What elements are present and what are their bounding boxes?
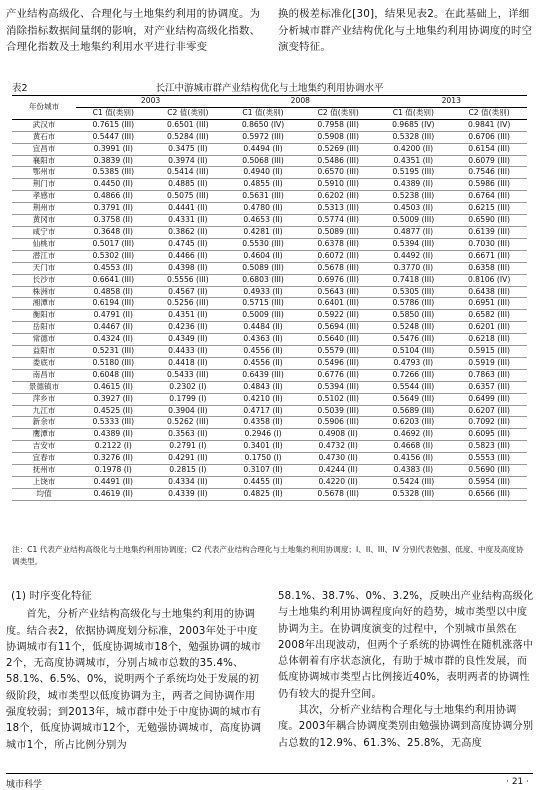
value-cell: 0.2791 (I) (151, 441, 226, 453)
value-cell: 0.7863 (III) (451, 369, 527, 381)
value-cell: 0.6218 (III) (451, 334, 527, 346)
city-cell: 衡阳市 (12, 310, 76, 322)
city-cell: 株洲市 (12, 286, 76, 298)
value-cell: 0.5553 (III) (451, 453, 527, 465)
city-cell: 鄂州市 (12, 167, 76, 179)
header-c1: C1 值(类别) (76, 107, 151, 119)
value-cell: 0.5017 (III) (76, 238, 151, 250)
header-city: 年份城市 (12, 96, 76, 120)
table-row (12, 215, 527, 227)
value-cell: 0.4780 (II) (225, 203, 301, 215)
value-cell: 0.7546 (III) (451, 167, 527, 179)
value-cell: 0.2946 (I) (225, 429, 301, 441)
value-cell: 0.4334 (II) (151, 477, 226, 489)
value-cell: 0.4433 (II) (151, 346, 226, 358)
value-cell: 0.4933 (II) (225, 286, 301, 298)
value-cell: 0.4745 (II) (151, 238, 226, 250)
value-cell: 0.4281 (II) (225, 226, 301, 238)
value-cell: 0.5039 (III) (301, 405, 376, 417)
city-cell: 吉安市 (12, 441, 76, 453)
value-cell: 0.4291 (II) (151, 453, 226, 465)
value-cell: 0.3991 (II) (76, 143, 151, 155)
city-cell: 南昌市 (12, 369, 76, 381)
value-cell: 0.6776 (III) (301, 369, 376, 381)
city-cell: 九江市 (12, 405, 76, 417)
value-cell: 0.5486 (III) (301, 155, 376, 167)
value-cell: 0.4331 (II) (151, 215, 226, 227)
value-cell: 0.6499 (III) (451, 393, 527, 405)
value-cell: 0.5104 (III) (375, 346, 451, 358)
value-cell: 0.2122 (I) (76, 441, 151, 453)
value-cell: 0.4441 (II) (151, 203, 226, 215)
value-cell: 0.4351 (II) (151, 310, 226, 322)
city-cell: 荆州市 (12, 203, 76, 215)
bottom-right-column (278, 589, 536, 752)
value-cell: 0.4619 (II) (76, 488, 151, 500)
value-cell: 0.5262 (III) (151, 417, 226, 429)
value-cell: 0.6079 (III) (451, 155, 527, 167)
value-cell: 0.3862 (II) (151, 226, 226, 238)
header-year-2008: 2008 (225, 96, 375, 108)
table-row (12, 453, 527, 465)
city-cell: 咸宁市 (12, 226, 76, 238)
value-cell: 0.6048 (III) (76, 369, 151, 381)
city-cell: 均值 (12, 488, 76, 500)
value-cell: 0.6207 (III) (451, 405, 527, 417)
bottom-right-paragraph-2: 其次，分析产业结构合理化与土地集约利用协调度。2003年耦合协调度类别由勉强协调到高度协调分别占总数的12.9%、61.3%、25.8%，无高度 (278, 705, 534, 749)
value-cell: 0.5640 (III) (301, 334, 376, 346)
value-cell: 0.5333 (III) (76, 417, 151, 429)
value-cell: 0.5256 (III) (151, 298, 226, 310)
value-cell: 0.7092 (III) (451, 417, 527, 429)
city-cell: 宜昌市 (12, 143, 76, 155)
value-cell: 0.4855 (II) (225, 179, 301, 191)
value-cell: 0.6378 (III) (301, 238, 376, 250)
table-row (12, 274, 527, 286)
value-cell: 0.6671 (III) (451, 250, 527, 262)
value-cell: 0.7958 (III) (301, 119, 376, 131)
header-year-2013: 2013 (375, 96, 527, 108)
value-cell: 0.3770 (II) (375, 262, 451, 274)
value-cell: 0.5433 (III) (151, 369, 226, 381)
value-cell: 0.6203 (III) (375, 417, 451, 429)
header-c1: C1 值(类别) (225, 107, 301, 119)
value-cell: 0.6072 (III) (301, 250, 376, 262)
table-row (12, 226, 527, 238)
value-cell: 0.4484 (II) (225, 322, 301, 334)
value-cell: 0.6501 (III) (151, 119, 226, 131)
value-cell: 0.5910 (III) (301, 179, 376, 191)
value-cell: 0.3563 (II) (151, 429, 226, 441)
value-cell: 0.4604 (II) (225, 250, 301, 262)
value-cell: 0.9841 (IV) (451, 119, 527, 131)
value-cell: 0.5689 (III) (375, 405, 451, 417)
value-cell: 0.5313 (III) (301, 203, 376, 215)
top-text-block (6, 6, 533, 56)
bottom-text-block (6, 589, 533, 769)
value-cell: 0.5850 (III) (375, 310, 451, 322)
value-cell: 0.3904 (II) (151, 405, 226, 417)
table-row (12, 405, 527, 417)
value-cell: 0.5424 (III) (375, 477, 451, 489)
value-cell: 0.5269 (III) (301, 143, 376, 155)
table-row (12, 429, 527, 441)
value-cell: 0.5496 (III) (301, 357, 376, 369)
value-cell: 0.5447 (III) (76, 131, 151, 143)
value-cell: 0.2815 (I) (151, 465, 226, 477)
table-row (12, 143, 527, 155)
table-row (12, 167, 527, 179)
city-cell: 宜春市 (12, 453, 76, 465)
page-number: · 21 · (506, 777, 529, 787)
value-cell: 0.4503 (II) (375, 203, 451, 215)
value-cell: 0.6215 (III) (451, 203, 527, 215)
table-row (12, 310, 527, 322)
value-cell: 0.6401 (III) (301, 298, 376, 310)
value-cell: 0.5180 (III) (76, 357, 151, 369)
value-cell: 0.5649 (III) (375, 393, 451, 405)
header-c2: C2 值(类别) (301, 107, 376, 119)
table-row (12, 477, 527, 489)
table-row (12, 322, 527, 334)
value-cell: 0.5919 (III) (451, 357, 527, 369)
value-cell: 0.5068 (III) (225, 155, 301, 167)
header-c2: C2 值(类别) (151, 107, 226, 119)
city-cell: 益阳市 (12, 346, 76, 358)
value-cell: 0.5476 (III) (375, 334, 451, 346)
table-row (12, 238, 527, 250)
table-row (12, 262, 527, 274)
value-cell: 0.6570 (III) (301, 167, 376, 179)
top-right-paragraph: 换的极差标准化[30]，结果见表2。在此基础上，详细分析城市群产业结构优化与土地集约利用协调度的时空演变特征。 (278, 8, 533, 53)
value-cell: 0.1978 (I) (76, 465, 151, 477)
value-cell: 0.7266 (III) (375, 369, 451, 381)
value-cell: 0.5328 (III) (375, 131, 451, 143)
value-cell: 0.6764 (III) (451, 191, 527, 203)
table-row (12, 179, 527, 191)
value-cell: 0.4525 (II) (76, 405, 151, 417)
table-row (12, 191, 527, 203)
value-cell: 0.4491 (II) (76, 477, 151, 489)
value-cell: 0.5908 (III) (301, 131, 376, 143)
value-cell: 0.4363 (II) (225, 334, 301, 346)
table-row (12, 286, 527, 298)
value-cell: 0.5823 (III) (451, 441, 527, 453)
value-cell: 0.4200 (II) (375, 143, 451, 155)
value-cell: 0.4244 (II) (301, 465, 376, 477)
table-row (12, 417, 527, 429)
value-cell: 0.6590 (III) (451, 215, 527, 227)
value-cell: 0.4866 (II) (76, 191, 151, 203)
value-cell: 0.6095 (III) (451, 429, 527, 441)
value-cell: 0.5678 (III) (301, 262, 376, 274)
value-cell: 0.4492 (II) (375, 250, 451, 262)
value-cell: 0.2302 (I) (151, 381, 226, 393)
table-label: 表2 (12, 83, 28, 94)
table-body (12, 119, 527, 500)
value-cell: 0.4358 (II) (225, 417, 301, 429)
table-row (12, 381, 527, 393)
city-cell: 湘潭市 (12, 298, 76, 310)
value-cell: 0.4553 (II) (76, 262, 151, 274)
value-cell: 0.7615 (III) (76, 119, 151, 131)
top-left-paragraph: 产业结构高级化、合理化与土地集约利用的协调度。为消除指标数据间量纲的影响，对产业结构高级化指数、合理化指数及土地集约利用水平进行非零变 (6, 8, 261, 53)
value-cell: 0.4324 (II) (76, 334, 151, 346)
value-cell: 0.8650 (IV) (225, 119, 301, 131)
table-row (12, 298, 527, 310)
value-cell: 0.5394 (III) (375, 238, 451, 250)
table-row (12, 357, 527, 369)
value-cell: 0.4791 (II) (76, 310, 151, 322)
table-row (12, 369, 527, 381)
value-cell: 0.5922 (III) (301, 310, 376, 322)
value-cell: 0.6706 (III) (451, 131, 527, 143)
value-cell: 0.6803 (III) (225, 274, 301, 286)
value-cell: 0.3839 (II) (76, 155, 151, 167)
city-cell: 荆门市 (12, 179, 76, 191)
header-c1: C1 值(类别) (375, 107, 451, 119)
value-cell: 0.4858 (II) (76, 286, 151, 298)
value-cell: 0.4210 (II) (225, 393, 301, 405)
value-cell: 0.5089 (III) (225, 262, 301, 274)
value-cell: 0.4236 (II) (151, 322, 226, 334)
value-cell: 0.3648 (II) (76, 226, 151, 238)
value-cell: 0.6139 (III) (451, 226, 527, 238)
city-cell: 孝感市 (12, 191, 76, 203)
value-cell: 0.5694 (III) (301, 322, 376, 334)
header-c2: C2 值(类别) (451, 107, 527, 119)
value-cell: 0.4494 (II) (225, 143, 301, 155)
value-cell: 0.4351 (II) (375, 155, 451, 167)
value-cell: 0.4349 (II) (151, 334, 226, 346)
table-row (12, 488, 527, 500)
value-cell: 0.3791 (II) (76, 203, 151, 215)
city-cell: 天门市 (12, 262, 76, 274)
value-cell: 0.5715 (III) (225, 298, 301, 310)
value-cell: 0.6976 (III) (301, 274, 376, 286)
value-cell: 0.5544 (III) (375, 381, 451, 393)
value-cell: 0.5530 (III) (225, 238, 301, 250)
value-cell: 0.5302 (III) (76, 250, 151, 262)
value-cell: 0.3475 (II) (151, 143, 226, 155)
value-cell: 0.6951 (III) (451, 298, 527, 310)
value-cell: 0.6438 (III) (451, 286, 527, 298)
journal-name: 城市科学 (6, 780, 43, 790)
value-cell: 0.6358 (III) (451, 262, 527, 274)
value-cell: 0.5394 (III) (301, 381, 376, 393)
table-row (12, 346, 527, 358)
value-cell: 0.5238 (III) (375, 191, 451, 203)
value-cell: 0.5556 (III) (151, 274, 226, 286)
value-cell: 0.5385 (III) (76, 167, 151, 179)
value-cell: 0.9685 (IV) (375, 119, 451, 131)
value-cell: 0.4653 (II) (225, 215, 301, 227)
value-cell: 0.3401 (II) (225, 441, 301, 453)
value-cell: 0.5954 (III) (451, 477, 527, 489)
value-cell: 0.4220 (II) (301, 477, 376, 489)
table-row (12, 155, 527, 167)
value-cell: 0.5690 (III) (451, 465, 527, 477)
value-cell: 0.4908 (II) (301, 429, 376, 441)
coordination-table (12, 95, 527, 501)
value-cell: 0.6201 (III) (451, 322, 527, 334)
value-cell: 0.4466 (II) (151, 250, 226, 262)
value-cell: 0.4450 (II) (76, 179, 151, 191)
value-cell: 0.5284 (III) (151, 131, 226, 143)
table-row (12, 250, 527, 262)
value-cell: 0.6202 (III) (301, 191, 376, 203)
table-row (12, 119, 527, 131)
value-cell: 0.3107 (II) (225, 465, 301, 477)
page-footer (6, 773, 533, 788)
city-cell: 萍乡市 (12, 393, 76, 405)
value-cell: 0.1750 (I) (225, 453, 301, 465)
city-cell: 仙桃市 (12, 238, 76, 250)
value-cell: 0.4717 (II) (225, 405, 301, 417)
top-left-column (6, 6, 264, 56)
table-row (12, 334, 527, 346)
table-title: 长江中游城市群产业结构优化与土地集约利用协调水平 (155, 83, 384, 94)
table-row (12, 465, 527, 477)
table-row (12, 441, 527, 453)
city-cell: 抚州市 (12, 465, 76, 477)
value-cell: 0.4467 (II) (76, 322, 151, 334)
value-cell: 0.7418 (III) (375, 274, 451, 286)
table-row (12, 131, 527, 143)
value-cell: 0.5009 (III) (225, 310, 301, 322)
city-cell: 鹰潭市 (12, 429, 76, 441)
header-year-2003: 2003 (76, 96, 225, 108)
value-cell: 0.4877 (II) (375, 226, 451, 238)
value-cell: 0.1799 (I) (151, 393, 226, 405)
value-cell: 0.5643 (III) (301, 286, 376, 298)
value-cell: 0.5915 (III) (451, 346, 527, 358)
value-cell: 0.7030 (III) (451, 238, 527, 250)
value-cell: 0.5972 (III) (225, 131, 301, 143)
value-cell: 0.5678 (III) (301, 488, 376, 500)
value-cell: 0.6357 (III) (451, 381, 527, 393)
city-cell: 襄阳市 (12, 155, 76, 167)
value-cell: 0.4567 (II) (151, 286, 226, 298)
value-cell: 0.5774 (III) (301, 215, 376, 227)
bottom-left-paragraph: 首先，分析产业结构高级化与土地集约利用的协调度。结合表2，依据协调度划分标准，2003年处于中度协调城市有11个，低度协调城市18个，勉强协调的城市2个，无高度协调城市，分别占城市总数的35.4%、58.1%、6.5%、0%，说明两个子系统均处于发展的初级阶段，城市类型以低度协调为主，两者之间协调作用强度较弱；到2013年，城市群中处于中度协调的城市有18个，低度协调城市12个，无勉强协调城市，高度协调城市1个，所占比例分别为 (6, 609, 262, 751)
value-cell: 0.5906 (III) (301, 417, 376, 429)
city-cell: 娄底市 (12, 357, 76, 369)
value-cell: 0.4455 (II) (225, 477, 301, 489)
value-cell: 0.4668 (II) (375, 441, 451, 453)
value-cell: 0.5102 (III) (301, 393, 376, 405)
value-cell: 0.6439 (III) (225, 369, 301, 381)
value-cell: 0.8106 (IV) (451, 274, 527, 286)
value-cell: 0.6194 (III) (76, 298, 151, 310)
value-cell: 0.4556 (II) (225, 346, 301, 358)
value-cell: 0.6154 (III) (451, 143, 527, 155)
value-cell: 0.5248 (III) (375, 322, 451, 334)
value-cell: 0.4398 (II) (151, 262, 226, 274)
value-cell: 0.5075 (III) (151, 191, 226, 203)
value-cell: 0.4793 (II) (375, 357, 451, 369)
value-cell: 0.3927 (II) (76, 393, 151, 405)
city-cell: 上饶市 (12, 477, 76, 489)
city-cell: 长沙市 (12, 274, 76, 286)
value-cell: 0.5089 (III) (301, 226, 376, 238)
value-cell: 0.4843 (II) (225, 381, 301, 393)
value-cell: 0.5986 (III) (451, 179, 527, 191)
city-cell: 潜江市 (12, 250, 76, 262)
table-row (12, 393, 527, 405)
value-cell: 0.4615 (II) (76, 381, 151, 393)
value-cell: 0.5195 (III) (375, 167, 451, 179)
value-cell: 0.6582 (III) (451, 310, 527, 322)
value-cell: 0.3974 (II) (151, 155, 226, 167)
value-cell: 0.5009 (III) (375, 215, 451, 227)
value-cell: 0.4885 (II) (151, 179, 226, 191)
city-cell: 黄冈市 (12, 215, 76, 227)
value-cell: 0.6566 (III) (451, 488, 527, 500)
bottom-right-paragraph-1: 58.1%、38.7%、0%、3.2%，反映出产业结构高级化与土地集约利用协调程度向好的趋势，城市类型以中度协调为主。在协调度演变的过程中，个别城市虽然在2008年出现波动，但两个子系统的协调性在随机涨落中总体朝着有序状态演化，有助于城市群的良性发展，而低度协调城市类型占比例接近40%，表明两者的协调性仍有较大的提升空间。 (278, 591, 534, 700)
value-cell: 0.5786 (III) (375, 298, 451, 310)
table-row (12, 203, 527, 215)
value-cell: 0.5328 (III) (375, 488, 451, 500)
value-cell: 0.4730 (II) (301, 453, 376, 465)
value-cell: 0.3758 (II) (76, 215, 151, 227)
value-cell: 0.3276 (II) (76, 453, 151, 465)
value-cell: 0.4383 (II) (375, 465, 451, 477)
value-cell: 0.4732 (II) (301, 441, 376, 453)
table-note: 注：C1 代表产业结构高级化与土地集约利用协调度；C2 代表产业结构合理化与土地集约利用协调度；I、II、III、IV 分别代表勉强、低度、中度及高度协调类型。 (12, 545, 524, 566)
value-cell: 0.5631 (III) (225, 191, 301, 203)
value-cell: 0.6641 (III) (76, 274, 151, 286)
section-heading: (1) 时序变化特征 (11, 591, 92, 602)
value-cell: 0.4156 (II) (375, 453, 451, 465)
value-cell: 0.5579 (III) (301, 346, 376, 358)
top-right-column (278, 6, 536, 56)
value-cell: 0.4825 (II) (225, 488, 301, 500)
value-cell: 0.4418 (II) (151, 357, 226, 369)
city-cell: 黄石市 (12, 131, 76, 143)
city-cell: 常德市 (12, 334, 76, 346)
value-cell: 0.4692 (II) (375, 429, 451, 441)
bottom-left-column (6, 589, 264, 754)
value-cell: 0.4556 (II) (225, 357, 301, 369)
value-cell: 0.4339 (II) (151, 488, 226, 500)
city-cell: 景德镇市 (12, 381, 76, 393)
value-cell: 0.5414 (III) (151, 167, 226, 179)
value-cell: 0.5305 (III) (375, 286, 451, 298)
city-cell: 武汉市 (12, 119, 76, 131)
city-cell: 岳阳市 (12, 322, 76, 334)
value-cell: 0.4940 (II) (225, 167, 301, 179)
value-cell: 0.4389 (II) (76, 429, 151, 441)
value-cell: 0.4389 (II) (375, 179, 451, 191)
value-cell: 0.5231 (III) (76, 346, 151, 358)
city-cell: 新余市 (12, 417, 76, 429)
